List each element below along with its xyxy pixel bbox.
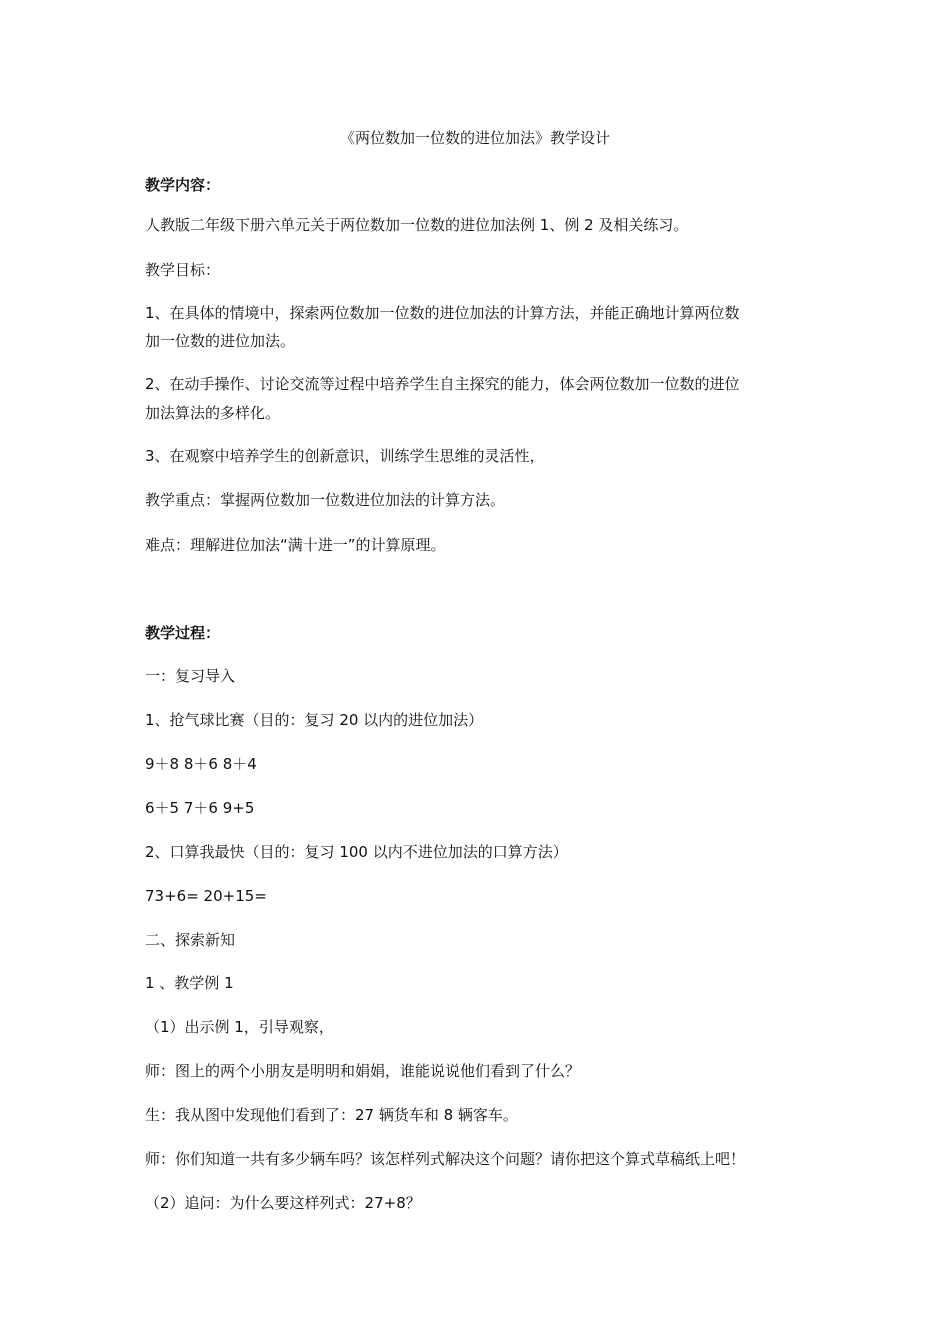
paragraph-line: 73+6= 20+15=	[145, 887, 267, 905]
paragraph-line: 1、在具体的情境中，探索两位数加一位数的进位加法的计算方法，并能正确地计算两位数	[145, 304, 740, 322]
paragraph-line: 1 、教学例 1	[145, 974, 234, 992]
paragraph-line: （2）追问：为什么要这样列式：27+8？	[145, 1194, 421, 1212]
section-heading-content: 教学内容：	[145, 176, 221, 194]
document-title: 《两位数加一位数的进位加法》教学设计	[339, 129, 610, 147]
paragraph-line: 1、抢气球比赛（目的：复习 20 以内的进位加法）	[145, 711, 484, 729]
section-heading-process: 教学过程：	[145, 624, 221, 642]
paragraph-line: 师：图上的两个小朋友是明明和娟娟，谁能说说他们看到了什么？	[145, 1062, 581, 1080]
paragraph-line: 3、在观察中培养学生的创新意识，训练学生思维的灵活性，	[145, 447, 545, 465]
paragraph-line: 生：我从图中发现他们看到了：27 辆货车和 8 辆客车。	[145, 1106, 518, 1124]
paragraph-line: 9＋8 8＋6 8＋4	[145, 755, 257, 773]
paragraph-line: 加一位数的进位加法。	[145, 332, 296, 350]
paragraph-line: 加法算法的多样化。	[145, 404, 281, 422]
paragraph-line: 难点：理解进位加法“满十进一”的计算原理。	[145, 536, 446, 554]
paragraph-line: 教学目标：	[145, 261, 221, 279]
paragraph-line: 师：你们知道一共有多少辆车吗？该怎样列式解决这个问题？请你把这个算式草稿纸上吧！	[145, 1150, 746, 1168]
paragraph-line: 2、在动手操作、讨论交流等过程中培养学生自主探究的能力，体会两位数加一位数的进位	[145, 375, 740, 393]
paragraph-line: 6＋5 7＋6 9+5	[145, 799, 255, 817]
paragraph-line: 教学重点：掌握两位数加一位数进位加法的计算方法。	[145, 491, 506, 509]
paragraph-line: 人教版二年级下册六单元关于两位数加一位数的进位加法例 1、例 2 及相关练习。	[145, 216, 689, 234]
paragraph-line: 2、口算我最快（目的：复习 100 以内不进位加法的口算方法）	[145, 843, 568, 861]
paragraph-line: 二、探索新知	[145, 931, 236, 949]
paragraph-line: 一：复习导入	[145, 667, 236, 685]
paragraph-line: （1）出示例 1，引导观察，	[145, 1018, 334, 1036]
